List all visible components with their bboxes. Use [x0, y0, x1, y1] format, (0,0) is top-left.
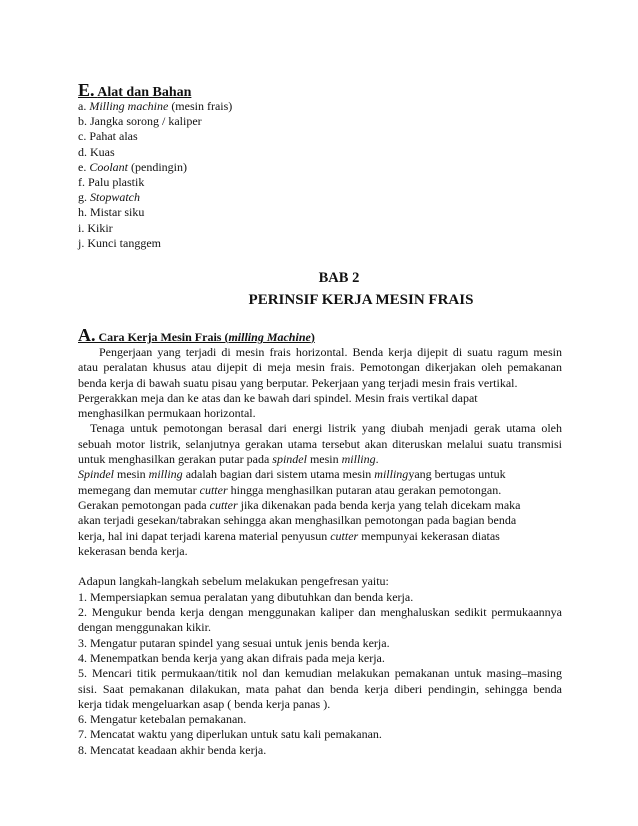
- section-a-letter: A.: [78, 325, 96, 345]
- list-item: 6. Mengatur ketebalan pemakanan.: [78, 712, 247, 727]
- text-line: Tenaga untuk pemotongan berasal dari energi listrik yang diubah menjadi gerak utama oleh: [90, 421, 562, 436]
- chapter-title: PERINSIF KERJA MESIN FRAIS: [248, 292, 474, 308]
- body-text: [78, 345, 562, 758]
- list-item: j. Kunci tanggem: [78, 235, 161, 250]
- text-line: Pergerakkan meja dan ke atas dan ke bawah dari spindel. Mesin frais vertikal dapat: [78, 390, 478, 405]
- text-line: Pengerjaan yang terjadi di mesin frais horizontal. Benda kerja dijepit di suatu ragum mesin: [99, 345, 562, 359]
- section-a-heading: A. Cara Kerja Mesin Frais (milling Machine): [78, 325, 315, 345]
- list-item: 5. Mencari titik permukaan/titik nol dan kemudian melakukan pemakanan untuk masing–masing: [78, 666, 562, 681]
- text-line: akan terjadi gesekan/tabrakan sehingga akan menghasilkan pemotongan pada bagian benda: [78, 513, 517, 528]
- list-item: a. Milling machine (mesin frais): [78, 99, 233, 113]
- tools-list: [78, 99, 232, 251]
- list-item: g. Stopwatch: [78, 190, 140, 205]
- section-e-letter: E.: [78, 80, 95, 100]
- steps-intro: Adapun langkah-langkah sebelum melakukan pengefresan yaitu:: [78, 574, 389, 589]
- text-line: sebuah motor listrik, selanjutnya gerakan utama tersebut akan diteruskan melalui suatu transmisi: [78, 436, 562, 451]
- text-line: menghasilkan permukaan horizontal.: [78, 406, 256, 421]
- list-item: kerja tidak mengeluarkan asap ( benda kerja panas ).: [78, 696, 331, 711]
- text-line: atau peralatan khusus atau dijepit di meja mesin frais. Pemotongan dikerjakan oleh pemakanan: [78, 360, 562, 375]
- section-e-heading: [78, 80, 191, 101]
- chapter-number: BAB 2: [318, 270, 360, 286]
- text-line: kekerasan benda kerja.: [78, 543, 188, 558]
- list-item: c. Pahat alas: [78, 129, 138, 144]
- text-line: benda kerja di bawah suatu pisau yang berputar. Pekerjaan yang terjadi mesin frais vertikal.: [78, 375, 518, 390]
- list-item: e. Coolant (pendingin): [78, 159, 187, 174]
- text-line: untuk menghasilkan gerakan putar pada spindel mesin milling.: [78, 452, 379, 467]
- text-line: Gerakan pemotongan pada cutter jika dikenakan pada benda kerja yang telah dicekam maka: [78, 497, 521, 512]
- list-item: dengan menggunakan kikir.: [78, 620, 211, 635]
- list-item: sisi. Saat pemakanan dilakukan, mata pahat dan benda kerja diberi pendingin, sehingga benda: [78, 681, 562, 696]
- list-item: 2. Mengukur benda kerja dengan menggunakan kaliper dan menghaluskan sedikit permukaannya: [78, 605, 562, 620]
- paragraph-gap: [78, 559, 562, 574]
- section-a-title-italic: milling Machine: [228, 330, 311, 344]
- section-e-title: Alat dan Bahan: [97, 85, 192, 100]
- list-item: 4. Menempatkan benda kerja yang akan difrais pada meja kerja.: [78, 650, 385, 665]
- list-item: 3. Mengatur putaran spindel yang sesuai untuk jenis benda kerja.: [78, 635, 390, 650]
- list-item: h. Mistar siku: [78, 205, 145, 220]
- text-line: kerja, hal ini dapat terjadi karena material penyusun cutter mempunyai kekerasan diatas: [78, 528, 500, 543]
- section-a-title: Cara Kerja Mesin Frais (: [98, 330, 229, 344]
- list-item: 8. Mencatat keadaan akhir benda kerja.: [78, 742, 267, 757]
- text-line: Spindel mesin milling adalah bagian dari sistem utama mesin millingyang bertugas untuk: [78, 467, 506, 482]
- list-item: f. Palu plastik: [78, 175, 145, 190]
- list-item: i. Kikir: [78, 220, 113, 235]
- list-item: d. Kuas: [78, 144, 115, 159]
- text-line: memegang dan memutar cutter hingga menghasilkan putaran atau gerakan pemotongan.: [78, 482, 502, 497]
- list-item: 1. Mempersiapkan semua peralatan yang dibutuhkan dan benda kerja.: [78, 589, 414, 604]
- list-item: 7. Mencatat waktu yang diperlukan untuk satu kali pemakanan.: [78, 727, 382, 742]
- list-item: b. Jangka sorong / kaliper: [78, 114, 202, 129]
